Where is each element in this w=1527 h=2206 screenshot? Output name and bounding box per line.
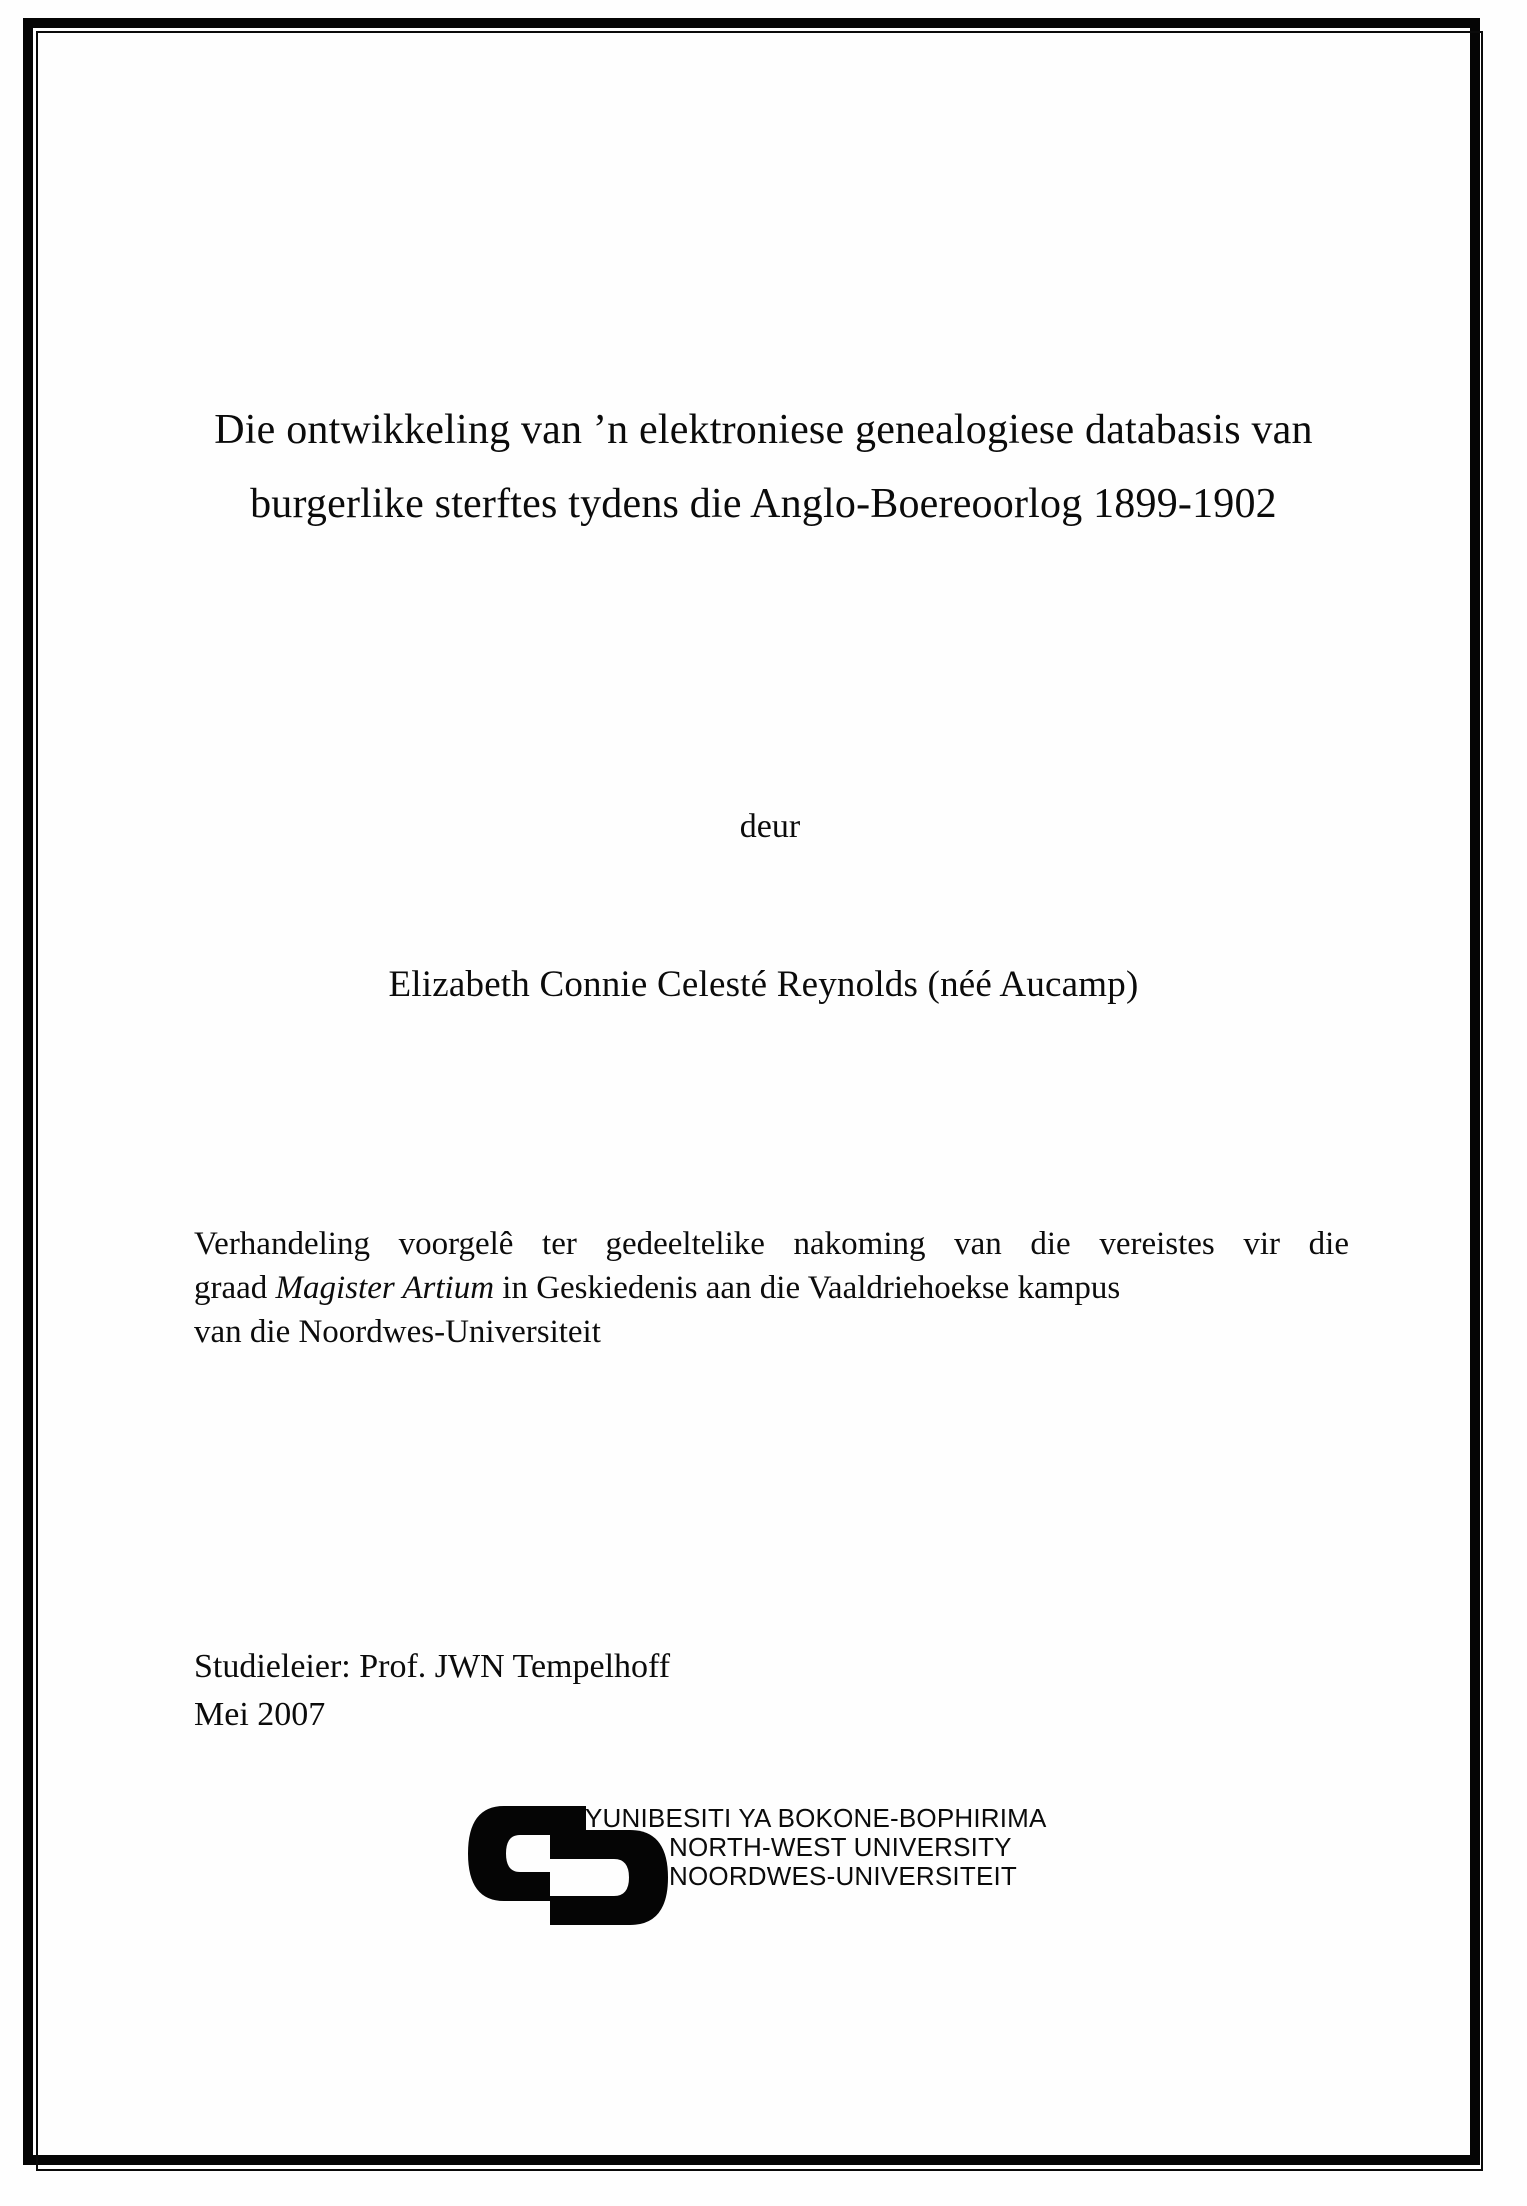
thesis-title-line-2: burgerlike sterftes tydens die Anglo-Boereoorlog 1899-1902 — [250, 481, 1277, 527]
degree-statement — [194, 1222, 1349, 1354]
logo-text-line-1: YUNIBESITI YA BOKONE-BOPHIRIMA — [585, 1803, 1047, 1833]
supervisor-date-block — [194, 1643, 670, 1739]
degree-statement-line-2-pre: graad — [194, 1270, 276, 1306]
degree-statement-line-1: Verhandeling voorgelê ter gedeeltelike nakoming van die vereistes vir die — [194, 1226, 1349, 1262]
logo-text-line-3: NOORDWES-UNIVERSITEIT — [669, 1861, 1017, 1891]
degree-statement-line-3: van die Noordwes-Universiteit — [194, 1314, 601, 1350]
date-line: Mei 2007 — [194, 1696, 326, 1733]
university-logo — [468, 1804, 1188, 1964]
degree-statement-line-2-post: in Geskiedenis aan die Vaaldriehoekse kampus — [494, 1270, 1121, 1306]
logo-text-line-2: NORTH-WEST UNIVERSITY — [669, 1832, 1012, 1862]
byline-deur: deur — [739, 808, 801, 845]
thesis-title — [120, 393, 1407, 541]
degree-name-italic: Magister Artium — [275, 1270, 495, 1306]
supervisor-line: Studieleier: Prof. JWN Tempelhoff — [194, 1648, 671, 1685]
degree-statement-line-2 — [194, 1266, 1349, 1310]
author-name: Elizabeth Connie Celesté Reynolds (néé Aucamp) — [388, 964, 1139, 1005]
university-logo-text — [585, 1804, 1047, 1891]
thesis-title-line-1: Die ontwikkeling van ’n elektroniese genealogiese databasis van — [214, 407, 1313, 453]
